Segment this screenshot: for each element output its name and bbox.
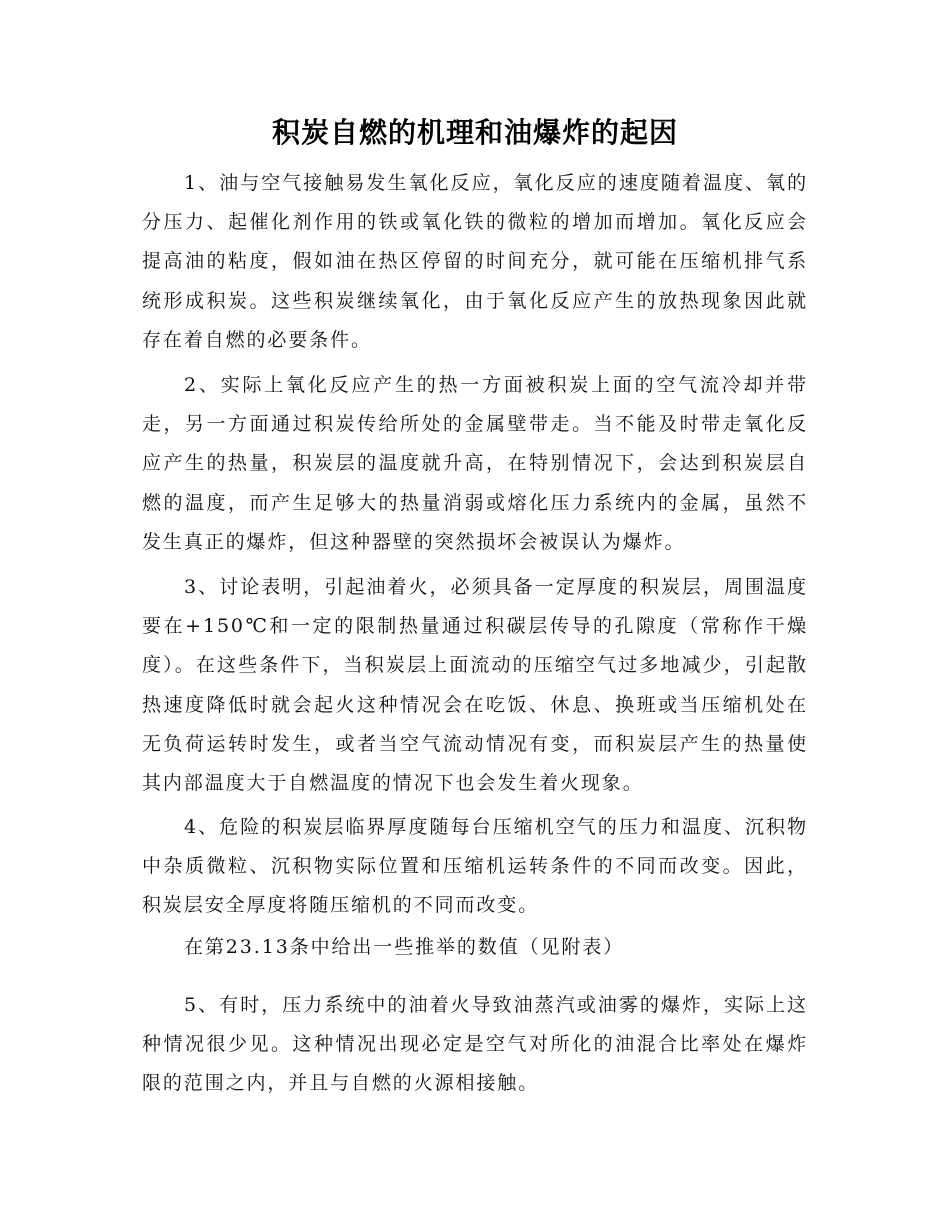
paragraph-1: 1、油与空气接触易发生氧化反应，氧化反应的速度随着温度、氧的分压力、起催化剂作用的铁或氧化铁的微粒的增加而增加。氧化反应会提高油的粘度，假如油在热区停留的时间充分，就可能在压缩机排气系统形成积炭。这些积炭继续氧化，由于氧化反应产生的放热现象因此就存在着自燃的必要条件。	[142, 172, 808, 351]
paragraph-2: 2、实际上氧化反应产生的热一方面被积炭上面的空气流冷却并带走，另一方面通过积炭传给所处的金属壁带走。当不能及时带走氧化反应产生的热量，积炭层的温度就升高，在特别情况下，会达到积炭层自燃的温度，而产生足够大的热量消弱或熔化压力系统内的金属，虽然不发生真正的爆炸，但这种器壁的突然损坏会被误认为爆炸。	[142, 374, 808, 553]
paragraph-5: 5、有时，压力系统中的油着火导致油蒸汽或油雾的爆炸，实际上这种情况很少见。这种情况出现必定是空气对所化的油混合比率处在爆炸限的范围之内，并且与自燃的火源相接触。	[142, 994, 808, 1095]
paragraph-3: 3、讨论表明，引起油着火，必须具备一定厚度的积炭层，周围温度要在+150℃和一定的限制热量通过积碳层传导的孔隙度（常称作干燥度）。在这些条件下，当积炭层上面流动的压缩空气过多地减少，引起散热速度降低时就会起火这种情况会在吃饭、休息、换班或当压缩机处在无负荷运转时发生，或者当空气流动情况有变，而积炭层产生的热量使其内部温度大于自燃温度的情况下也会发生着火现象。	[142, 576, 808, 795]
document-title: 积炭自燃的机理和油爆炸的起因	[271, 116, 678, 149]
paragraph-4: 4、危险的积炭层临界厚度随每台压缩机空气的压力和温度、沉积物中杂质微粒、沉积物实际位置和压缩机运转条件的不同而改变。因此，积炭层安全厚度将随压缩机的不同而改变。	[142, 816, 808, 917]
reference-note: 在第23.13条中给出一些推举的数值（见附表）	[184, 936, 625, 958]
